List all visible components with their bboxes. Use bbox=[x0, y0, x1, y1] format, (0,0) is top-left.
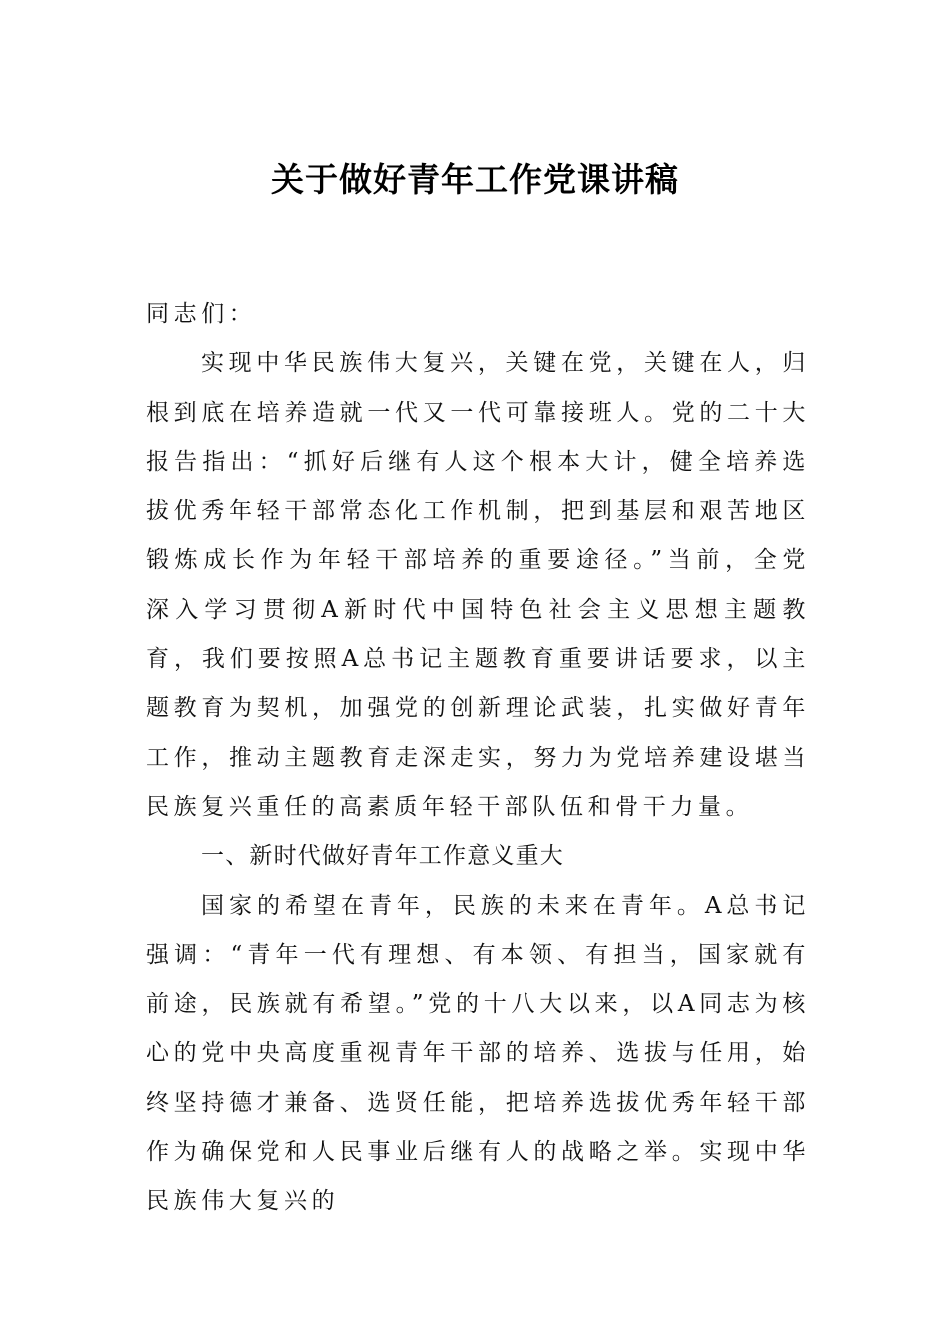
paragraph-intro: 实现中华民族伟大复兴，关键在党，关键在人，归根到底在培养造就一代又一代可靠接班人。党的二十大报告指出：“抓好后继有人这个根本大计，健全培养选拔优秀年轻干部常态化工作机制，把到基层和艰苦地区锻炼成长作为年轻干部培养的重要途径。”当前，全党深入学习贯彻A新时代中国特色社会主义思想主题教育，我们要按照A总书记主题教育重要讲话要求，以主题教育为契机，加强党的创新理论武装，扎实做好青年工作，推动主题教育走深走实，努力为党培养建设堪当民族复兴重任的高素质年轻干部队伍和骨干力量。 bbox=[146, 350, 810, 820]
section-heading: 一、新时代做好青年工作意义重大 bbox=[201, 843, 564, 870]
paragraph-section-1: 国家的希望在青年，民族的未来在青年。A总书记强调：“青年一代有理想、有本领、有担当，国家就有前途，民族就有希望。”党的十八大以来，以A同志为核心的党中央高度重视青年干部的培养、选拔与任用，始终坚持德才兼备、选贤任能，把培养选拔优秀年轻干部作为确保党和人民事业后继有人的战略之举。实现中华民族伟大复兴的 bbox=[146, 892, 810, 1215]
document-title: 关于做好青年工作党课讲稿 bbox=[271, 160, 679, 199]
document-body bbox=[146, 290, 810, 1227]
salutation: 同志们： bbox=[146, 301, 257, 327]
